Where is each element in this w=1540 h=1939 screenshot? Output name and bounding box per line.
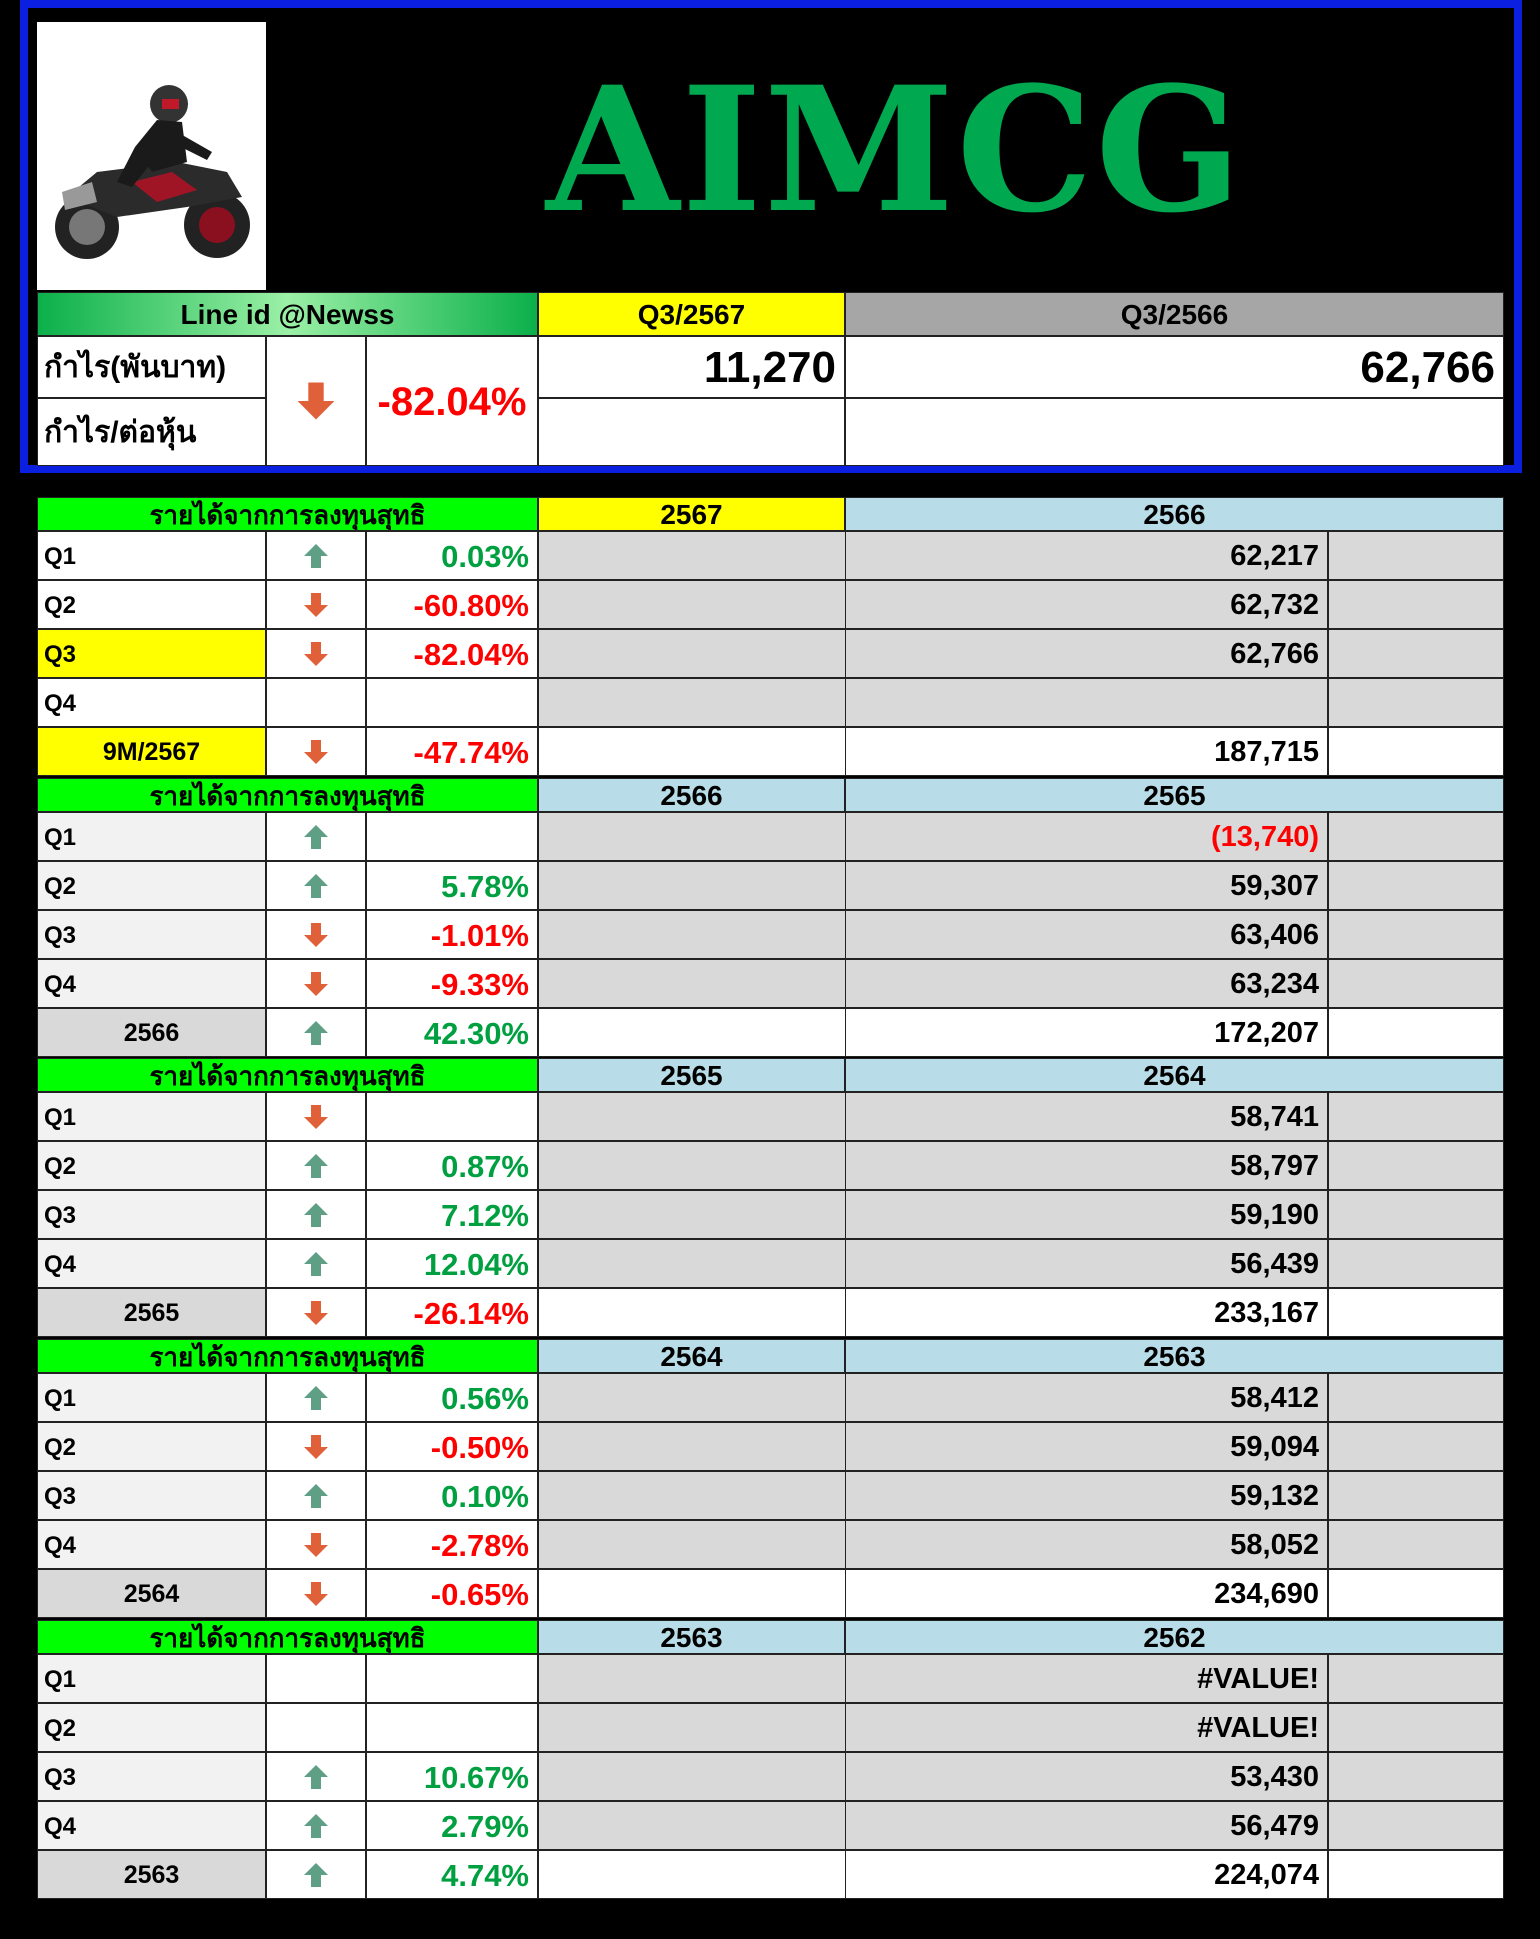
value-b-note <box>1328 1520 1504 1569</box>
value-b-note <box>1328 1471 1504 1520</box>
line-id-label: Line id @Newss <box>37 292 538 336</box>
total-value-b-note <box>1328 1850 1504 1899</box>
value-b-note <box>1328 629 1504 678</box>
section-year-a: 2567 <box>538 497 845 531</box>
quarter-previous: Q3/2566 <box>845 292 1504 336</box>
trend-cell <box>266 727 366 776</box>
value-b <box>845 678 1328 727</box>
eps-label: กำไร/ต่อหุ้น <box>37 398 266 466</box>
value-b: 56,439 <box>845 1239 1328 1288</box>
page-title: AIMCG <box>545 48 1245 251</box>
pct-change: -60.80% <box>366 580 538 629</box>
value-b-note <box>1328 1141 1504 1190</box>
pct-change: 0.10% <box>366 1471 538 1520</box>
pct-change: -82.04% <box>366 629 538 678</box>
value-b: 63,406 <box>845 910 1328 959</box>
value-b-note <box>1328 910 1504 959</box>
trend-cell <box>266 1703 366 1752</box>
arrow-up-icon <box>303 1153 329 1179</box>
arrow-up-icon <box>303 1251 329 1277</box>
arrow-down-icon <box>303 641 329 667</box>
trend-cell <box>266 861 366 910</box>
section-year-b: 2566 <box>845 497 1504 531</box>
trend-cell <box>266 336 366 466</box>
trend-cell <box>266 1850 366 1899</box>
total-pct-change: 42.30% <box>366 1008 538 1057</box>
pct-change: 12.04% <box>366 1239 538 1288</box>
total-value-b-note <box>1328 1569 1504 1618</box>
pct-change <box>366 812 538 861</box>
arrow-up-icon <box>303 1385 329 1411</box>
section-label: รายได้จากการลงทุนสุทธิ <box>37 1058 538 1092</box>
total-pct-change: 4.74% <box>366 1850 538 1899</box>
arrow-down-icon <box>303 1434 329 1460</box>
section-label: รายได้จากการลงทุนสุทธิ <box>37 497 538 531</box>
pct-change <box>366 1654 538 1703</box>
value-b-note <box>1328 1373 1504 1422</box>
trend-cell <box>266 1008 366 1057</box>
arrow-down-icon <box>303 592 329 618</box>
value-b-note <box>1328 861 1504 910</box>
arrow-up-icon <box>303 824 329 850</box>
value-b: 62,766 <box>845 629 1328 678</box>
profit-previous-value: 62,766 <box>845 336 1504 398</box>
arrow-up-icon <box>303 1202 329 1228</box>
trend-cell <box>266 910 366 959</box>
eps-current-value <box>538 398 845 466</box>
value-b-note <box>1328 1654 1504 1703</box>
arrow-up-icon <box>303 1862 329 1888</box>
value-b: 59,132 <box>845 1471 1328 1520</box>
section-year-a: 2566 <box>538 778 845 812</box>
trend-cell <box>266 1654 366 1703</box>
quarter-label: Q1 <box>37 1654 266 1703</box>
quarter-label: Q2 <box>37 861 266 910</box>
trend-cell <box>266 531 366 580</box>
arrow-up-icon <box>303 543 329 569</box>
pct-change: 0.56% <box>366 1373 538 1422</box>
value-b-note <box>1328 678 1504 727</box>
value-b: 58,052 <box>845 1520 1328 1569</box>
quarter-label: Q3 <box>37 1752 266 1801</box>
quarter-label: Q2 <box>37 1141 266 1190</box>
pct-change: -0.50% <box>366 1422 538 1471</box>
section-year-a: 2563 <box>538 1620 845 1654</box>
pct-change: 7.12% <box>366 1190 538 1239</box>
total-value-b: 224,074 <box>845 1850 1328 1899</box>
arrow-down-icon <box>296 381 336 421</box>
value-b-note <box>1328 1801 1504 1850</box>
profit-label: กำไร(พันบาท) <box>37 336 266 398</box>
trend-cell <box>266 1288 366 1337</box>
pct-change <box>366 1092 538 1141</box>
value-b-note <box>1328 1092 1504 1141</box>
trend-cell <box>266 1520 366 1569</box>
quarter-label: Q3 <box>37 1190 266 1239</box>
arrow-down-icon <box>303 1532 329 1558</box>
quarter-label: Q3 <box>37 910 266 959</box>
logo <box>37 22 266 290</box>
total-pct-change: -26.14% <box>366 1288 538 1337</box>
total-value-b: 234,690 <box>845 1569 1328 1618</box>
total-value-b: 172,207 <box>845 1008 1328 1057</box>
value-b-note <box>1328 531 1504 580</box>
pct-change <box>366 678 538 727</box>
trend-cell <box>266 1471 366 1520</box>
value-b: #VALUE! <box>845 1654 1328 1703</box>
trend-cell <box>266 678 366 727</box>
section-year-b: 2564 <box>845 1058 1504 1092</box>
quarter-label: Q1 <box>37 1373 266 1422</box>
trend-cell <box>266 1752 366 1801</box>
total-label: 9M/2567 <box>37 727 266 776</box>
trend-cell <box>266 1422 366 1471</box>
trend-cell <box>266 1569 366 1618</box>
pct-change: 2.79% <box>366 1801 538 1850</box>
pct-change: 0.87% <box>366 1141 538 1190</box>
value-b: 62,732 <box>845 580 1328 629</box>
pct-change: 5.78% <box>366 861 538 910</box>
value-b-note <box>1328 1239 1504 1288</box>
quarter-label: Q1 <box>37 1092 266 1141</box>
total-label: 2564 <box>37 1569 266 1618</box>
total-label: 2566 <box>37 1008 266 1057</box>
profit-current-value: 11,270 <box>538 336 845 398</box>
value-b-note <box>1328 812 1504 861</box>
trend-cell <box>266 629 366 678</box>
pct-change: 0.03% <box>366 531 538 580</box>
value-b: #VALUE! <box>845 1703 1328 1752</box>
quarter-label: Q4 <box>37 1801 266 1850</box>
value-b: 56,479 <box>845 1801 1328 1850</box>
arrow-down-icon <box>303 1300 329 1326</box>
total-pct-change: -0.65% <box>366 1569 538 1618</box>
profit-change: -82.04% <box>366 336 538 466</box>
arrow-up-icon <box>303 1764 329 1790</box>
section-year-b: 2565 <box>845 778 1504 812</box>
section-year-b: 2562 <box>845 1620 1504 1654</box>
arrow-up-icon <box>303 1483 329 1509</box>
value-b-note <box>1328 1422 1504 1471</box>
arrow-down-icon <box>303 739 329 765</box>
trend-cell <box>266 1239 366 1288</box>
pct-change <box>366 1703 538 1752</box>
trend-cell <box>266 1092 366 1141</box>
value-b-note <box>1328 1703 1504 1752</box>
trend-cell <box>266 1373 366 1422</box>
motorcycle-rider-icon <box>37 22 266 290</box>
quarter-label: Q1 <box>37 531 266 580</box>
total-value-b-note <box>1328 1008 1504 1057</box>
quarter-label: Q2 <box>37 1422 266 1471</box>
total-pct-change: -47.74% <box>366 727 538 776</box>
trend-cell <box>266 1801 366 1850</box>
pct-change: -9.33% <box>366 959 538 1008</box>
trend-cell <box>266 580 366 629</box>
value-b: 58,412 <box>845 1373 1328 1422</box>
value-b: 59,307 <box>845 861 1328 910</box>
trend-cell <box>266 959 366 1008</box>
arrow-up-icon <box>303 1813 329 1839</box>
value-b: 59,094 <box>845 1422 1328 1471</box>
value-b: 59,190 <box>845 1190 1328 1239</box>
section-label: รายได้จากการลงทุนสุทธิ <box>37 778 538 812</box>
total-value-b-note <box>1328 1288 1504 1337</box>
pct-change: 10.67% <box>366 1752 538 1801</box>
pct-change: -2.78% <box>366 1520 538 1569</box>
total-value-b: 233,167 <box>845 1288 1328 1337</box>
value-b: 62,217 <box>845 531 1328 580</box>
value-b-note <box>1328 1752 1504 1801</box>
trend-cell <box>266 812 366 861</box>
quarter-label: Q4 <box>37 1239 266 1288</box>
total-value-b: 187,715 <box>845 727 1328 776</box>
total-label: 2565 <box>37 1288 266 1337</box>
value-b: 58,741 <box>845 1092 1328 1141</box>
quarter-label: Q4 <box>37 1520 266 1569</box>
arrow-down-icon <box>303 1104 329 1130</box>
trend-cell <box>266 1141 366 1190</box>
eps-previous-value <box>845 398 1504 466</box>
section-label: รายได้จากการลงทุนสุทธิ <box>37 1620 538 1654</box>
total-value-b-note <box>1328 727 1504 776</box>
section-label: รายได้จากการลงทุนสุทธิ <box>37 1339 538 1373</box>
quarter-label: Q4 <box>37 959 266 1008</box>
arrow-down-icon <box>303 971 329 997</box>
pct-change: -1.01% <box>366 910 538 959</box>
section-year-a: 2565 <box>538 1058 845 1092</box>
total-label: 2563 <box>37 1850 266 1899</box>
arrow-down-icon <box>303 922 329 948</box>
quarter-label: Q4 <box>37 678 266 727</box>
arrow-up-icon <box>303 1020 329 1046</box>
section-year-b: 2563 <box>845 1339 1504 1373</box>
value-b: 63,234 <box>845 959 1328 1008</box>
section-year-a: 2564 <box>538 1339 845 1373</box>
quarter-label: Q3 <box>37 1471 266 1520</box>
value-b-note <box>1328 580 1504 629</box>
quarter-label: Q2 <box>37 580 266 629</box>
arrow-up-icon <box>303 873 329 899</box>
value-b-note <box>1328 1190 1504 1239</box>
value-b-note <box>1328 959 1504 1008</box>
arrow-down-icon <box>303 1581 329 1607</box>
quarter-current: Q3/2567 <box>538 292 845 336</box>
value-b: 53,430 <box>845 1752 1328 1801</box>
quarter-label: Q2 <box>37 1703 266 1752</box>
trend-cell <box>266 1190 366 1239</box>
quarter-label: Q3 <box>37 629 266 678</box>
value-b: (13,740) <box>845 812 1328 861</box>
quarter-label: Q1 <box>37 812 266 861</box>
value-b: 58,797 <box>845 1141 1328 1190</box>
